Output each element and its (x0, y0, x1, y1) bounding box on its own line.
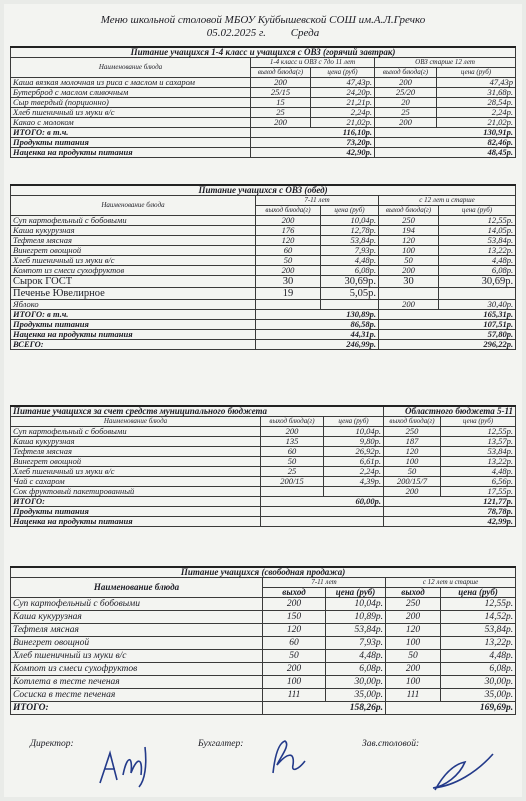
breakfast-price-b: цена (руб) (437, 68, 516, 78)
dish-output-b: 100 (386, 676, 441, 689)
budget-out-b: выход блюда(г) (384, 417, 441, 427)
s2-menu-row (11, 236, 516, 246)
dish-name: Сок фруктовый пакетированный (11, 487, 261, 497)
dish-name: Хлеб пшеничный из муки в/с (11, 256, 256, 266)
dish-price-b: 13,22р. (439, 246, 516, 256)
dish-name: Компот из смеси сухофруктов (11, 663, 263, 676)
s1-menu-row (11, 118, 516, 128)
dish-output-b: 200 (375, 78, 437, 88)
dish-output-a: 60 (263, 637, 326, 650)
dish-output-a: 30 (256, 276, 321, 288)
s4-menu-row (11, 624, 516, 637)
dish-output-b: 200 (375, 118, 437, 128)
lunch-ovz-price-b: цена (руб) (439, 206, 516, 216)
dish-output-b: 100 (379, 246, 439, 256)
s2-menu-row (11, 256, 516, 266)
dish-price-a: 12,78р. (321, 226, 379, 236)
s4-menu-row (11, 663, 516, 676)
dish-price-a: 10,04р. (326, 598, 386, 611)
dish-price-b: 14,05р. (439, 226, 516, 236)
dish-output-b: 194 (379, 226, 439, 236)
free-sale-total-b: 169,69р. (386, 702, 516, 715)
dish-name: Печенье Ювелирное (11, 288, 256, 300)
lunch-ovz-products-label: Продукты питания (11, 320, 256, 330)
dish-output-a: 15 (251, 98, 311, 108)
lunch-ovz-total-a: 130,89р. (256, 310, 379, 320)
free-sale-table (10, 566, 516, 715)
breakfast-group-a: 1-4 класс и ОВЗ с 7до 11 лет (251, 58, 375, 68)
dish-output-b: 25 (375, 108, 437, 118)
dish-output-b: 200 (379, 266, 439, 276)
dish-output-a: 50 (263, 650, 326, 663)
dish-name: Тефтеля мясная (11, 236, 256, 246)
dish-output-b: 50 (384, 467, 441, 477)
accountant-signature (265, 735, 315, 780)
dish-price-a: 10,04р. (321, 216, 379, 226)
dish-output-b: 50 (379, 256, 439, 266)
dish-name: Хлеб пшеничный из муки в/с (11, 108, 251, 118)
s4-menu-row (11, 650, 516, 663)
document-date-line (0, 27, 526, 39)
dish-price-b: 53,84р. (441, 624, 516, 637)
dish-output-b: 120 (379, 236, 439, 246)
dish-price-a: 7,93р. (326, 637, 386, 650)
document-date: 05.02.2025 г. (206, 27, 266, 39)
dish-price-b: 53,84р. (441, 447, 516, 457)
s4-menu-row (11, 611, 516, 624)
dish-price-b: 12,55р. (439, 216, 516, 226)
lunch-ovz-grand-label: ВСЕГО: (11, 340, 256, 350)
free-sale-total-label: ИТОГО: (11, 702, 263, 715)
dish-price-b: 6,08р. (439, 266, 516, 276)
lunch-ovz-products-b: 107,51р. (379, 320, 516, 330)
dish-price-a: 6,61р. (324, 457, 384, 467)
dish-price-a: 53,84р. (326, 624, 386, 637)
dish-price-b: 35,00р. (441, 689, 516, 702)
dish-output-a: 60 (256, 246, 321, 256)
breakfast-total-b: 130,91р. (375, 128, 516, 138)
breakfast-products-b: 82,46р. (375, 138, 516, 148)
dish-name: Каша вязкая молочная из риса с маслом и сахаром (11, 78, 251, 88)
dish-output-a (256, 300, 321, 310)
canteen-head-signature (415, 742, 505, 797)
dish-output-a: 200 (256, 216, 321, 226)
dish-price-b: 13,22р. (441, 457, 516, 467)
s4-menu-row (11, 598, 516, 611)
dish-price-b: 30,00р. (441, 676, 516, 689)
breakfast-markup-label: Наценка на продукты питания (11, 148, 251, 158)
s3-menu-row (11, 467, 516, 477)
dish-output-a: 120 (256, 236, 321, 246)
dish-name: Каша кукурузная (11, 437, 261, 447)
dish-name: Каша кукурузная (11, 611, 263, 624)
lunch-ovz-col-name: Наименование блюда (11, 196, 256, 216)
dish-output-b: 200 (384, 487, 441, 497)
dish-output-b (379, 288, 439, 300)
s4-menu-row (11, 689, 516, 702)
budget-total-b: 121,77р. (384, 497, 516, 507)
dish-price-b: 4,48р. (439, 256, 516, 266)
dish-price-b: 30,69р. (439, 276, 516, 288)
dish-price-a (321, 300, 379, 310)
breakfast-group-b: ОВЗ старше 12 лет (375, 58, 516, 68)
dish-price-a: 26,92р. (324, 447, 384, 457)
lunch-ovz-markup-label: Наценка на продукты питания (11, 330, 256, 340)
budget-title-municipal: Питание учащихся за счет средств муниципального бюджета (11, 406, 384, 417)
dish-output-b: 120 (384, 447, 441, 457)
s3-menu-row (11, 487, 516, 497)
dish-output-a: 176 (256, 226, 321, 236)
dish-price-b: 47,43р (437, 78, 516, 88)
dish-price-b: 12,55р. (441, 427, 516, 437)
dish-output-a: 150 (263, 611, 326, 624)
dish-output-a: 100 (263, 676, 326, 689)
dish-output-a: 25 (261, 467, 324, 477)
dish-price-a: 21,21р. (311, 98, 375, 108)
s3-menu-row (11, 437, 516, 447)
canteen-head-label: Зав.столовой: (362, 739, 420, 749)
dish-price-a: 6,08р. (326, 663, 386, 676)
dish-output-a: 200 (263, 663, 326, 676)
dish-name: Суп картофельный с бобовыми (11, 216, 256, 226)
lunch-ovz-total-b: 165,31р. (379, 310, 516, 320)
budget-price-a: цена (руб) (324, 417, 384, 427)
dish-name: Чай с сахаром (11, 477, 261, 487)
breakfast-out-b: выход блюда(г) (375, 68, 437, 78)
dish-output-b: 200/15/7 (384, 477, 441, 487)
dish-price-b: 12,55р. (441, 598, 516, 611)
dish-price-a: 4,39р. (324, 477, 384, 487)
dish-output-b: 30 (379, 276, 439, 288)
accountant-label: Бухгалтер: (198, 739, 244, 749)
dish-name: Сосиска в тесте печеная (11, 689, 263, 702)
dish-name: Винегрет овощной (11, 637, 263, 650)
dish-output-a: 200 (261, 427, 324, 437)
s2-menu-row (11, 300, 516, 310)
free-sale-group-a: 7-11 лет (263, 578, 386, 588)
dish-name: Какао с молоком (11, 118, 251, 128)
document-weekday: Среда (290, 27, 320, 39)
dish-price-a: 5,05р. (321, 288, 379, 300)
dish-output-a: 25 (251, 108, 311, 118)
s1-menu-row (11, 88, 516, 98)
budget-price-b: цена (руб) (441, 417, 516, 427)
free-sale-out-b: выход (386, 588, 441, 598)
director-signature (95, 735, 165, 790)
dish-price-b: 4,48р. (441, 650, 516, 663)
dish-name: Тефтеля мясная (11, 447, 261, 457)
s2-menu-row (11, 246, 516, 256)
lunch-ovz-price-a: цена (руб) (321, 206, 379, 216)
dish-output-a: 19 (256, 288, 321, 300)
free-sale-col-name: Наименование блюда (11, 578, 263, 598)
breakfast-total-a: 116,10р. (251, 128, 375, 138)
dish-price-a: 2,24р. (324, 467, 384, 477)
dish-name: Сырок ГОСТ (11, 276, 256, 288)
budget-products-b: 78,78р. (384, 507, 516, 517)
dish-price-a: 47,43р. (311, 78, 375, 88)
breakfast-out-a: выход блюда(г) (251, 68, 311, 78)
free-sale-out-a: выход (263, 588, 326, 598)
lunch-ovz-out-b: выход блюда(г) (379, 206, 439, 216)
budget-markup-b: 42,99р. (384, 517, 516, 527)
dish-output-a: 50 (261, 457, 324, 467)
dish-output-a: 200 (263, 598, 326, 611)
s2-menu-row (11, 216, 516, 226)
dish-output-b: 100 (384, 457, 441, 467)
dish-name: Хлеб пшеничный из муки в/с (11, 467, 261, 477)
s3-menu-row (11, 447, 516, 457)
lunch-ovz-products-a: 86,58р. (256, 320, 379, 330)
dish-price-b: 2,24р. (437, 108, 516, 118)
dish-output-b: 111 (386, 689, 441, 702)
dish-output-a: 200 (251, 78, 311, 88)
free-sale-title: Питание учащихся (свободная продажа) (11, 567, 516, 578)
dish-price-a: 7,93р. (321, 246, 379, 256)
dish-price-a: 10,89р. (326, 611, 386, 624)
dish-price-a: 53,84р. (321, 236, 379, 246)
free-sale-total-a: 158,26р. (263, 702, 386, 715)
breakfast-products-label: Продукты питания (11, 138, 251, 148)
dish-name: Яблоко (11, 300, 256, 310)
dish-price-b: 28,54р. (437, 98, 516, 108)
dish-output-a: 60 (261, 447, 324, 457)
dish-name: Компот из смеси сухофруктов (11, 266, 256, 276)
dish-price-b: 30,40р. (439, 300, 516, 310)
dish-output-b: 250 (386, 598, 441, 611)
dish-price-b: 6,08р. (441, 663, 516, 676)
dish-price-a: 30,69р. (321, 276, 379, 288)
document-title: Меню школьной столовой МБОУ Куйбышевской СОШ им.А.Л.Гречко (100, 14, 426, 26)
budget-products-label: Продукты питания (11, 507, 261, 517)
dish-name: Каша кукурузная (11, 226, 256, 236)
lunch-ovz-total-label: ИТОГО: в т.ч. (11, 310, 256, 320)
lunch-ovz-grand-b: 296,22р. (379, 340, 516, 350)
s1-menu-row (11, 108, 516, 118)
lunch-ovz-markup-a: 44,31р. (256, 330, 379, 340)
s4-menu-row (11, 676, 516, 689)
dish-price-b: 31,68р. (437, 88, 516, 98)
dish-output-b: 120 (386, 624, 441, 637)
dish-output-b: 187 (384, 437, 441, 447)
dish-output-a: 25/15 (251, 88, 311, 98)
budget-total-a: 60,00р. (261, 497, 384, 507)
dish-price-a: 4,48р. (326, 650, 386, 663)
dish-price-a: 24,20р. (311, 88, 375, 98)
dish-name: Винегрет овощной (11, 457, 261, 467)
dish-price-b: 13,22р. (441, 637, 516, 650)
breakfast-markup-b: 48,45р. (375, 148, 516, 158)
breakfast-total-label: ИТОГО: в т.ч. (11, 128, 251, 138)
budget-out-a: выход блюда(г) (261, 417, 324, 427)
breakfast-products-a: 73,20р. (251, 138, 375, 148)
dish-price-b: 53,84р. (439, 236, 516, 246)
dish-name: Сыр твердый (порционно) (11, 98, 251, 108)
lunch-ovz-title: Питание учащихся с ОВЗ (обед) (11, 185, 516, 196)
lunch-ovz-markup-b: 57,80р. (379, 330, 516, 340)
budget-title-regional: Областного бюджета 5-11 (384, 406, 516, 417)
s1-menu-row (11, 98, 516, 108)
lunch-ovz-group-b: с 12 лет и старше (379, 196, 516, 206)
budget-table (10, 405, 516, 527)
dish-price-b: 14,52р. (441, 611, 516, 624)
s4-menu-row (11, 637, 516, 650)
breakfast-markup-a: 42,90р. (251, 148, 375, 158)
breakfast-table (10, 46, 516, 158)
dish-output-b: 50 (386, 650, 441, 663)
lunch-ovz-out-a: выход блюда(г) (256, 206, 321, 216)
lunch-ovz-table (10, 184, 516, 350)
s1-menu-row (11, 78, 516, 88)
s2-menu-row (11, 288, 516, 300)
dish-output-a: 135 (261, 437, 324, 447)
lunch-ovz-grand-a: 246,99р. (256, 340, 379, 350)
dish-price-b: 4,48р. (441, 467, 516, 477)
dish-output-a: 200 (256, 266, 321, 276)
s2-menu-row (11, 266, 516, 276)
dish-price-a (324, 487, 384, 497)
budget-col-name: Наименование блюда (11, 417, 261, 427)
budget-markup-label: Наценка на продукты питания (11, 517, 261, 527)
dish-price-a: 10,04р. (324, 427, 384, 437)
dish-name: Тефтеля мясная (11, 624, 263, 637)
dish-price-b (439, 288, 516, 300)
dish-output-a: 120 (263, 624, 326, 637)
breakfast-col-name: Наименование блюда (11, 58, 251, 78)
dish-price-a: 30,00р. (326, 676, 386, 689)
dish-output-b: 25/20 (375, 88, 437, 98)
breakfast-title: Питание учащихся 1-4 класс и учащихся с ОВЗ (горячий завтрак) (11, 47, 516, 58)
dish-name: Суп картофельный с бобовыми (11, 598, 263, 611)
dish-price-a: 4,48р. (321, 256, 379, 266)
s2-menu-row (11, 226, 516, 236)
dish-price-b: 17,55р. (441, 487, 516, 497)
free-sale-price-b: цена (руб) (441, 588, 516, 598)
dish-output-b: 200 (379, 300, 439, 310)
dish-output-b: 20 (375, 98, 437, 108)
dish-price-b: 6,56р. (441, 477, 516, 487)
dish-name: Хлеб пшеничный из муки в/с (11, 650, 263, 663)
s3-menu-row (11, 427, 516, 437)
budget-total-label: ИТОГО: (11, 497, 261, 507)
breakfast-price-a: цена (руб) (311, 68, 375, 78)
free-sale-group-b: с 12 лет и старше (386, 578, 516, 588)
free-sale-price-a: цена (руб) (326, 588, 386, 598)
dish-output-a: 200/15 (261, 477, 324, 487)
dish-output-a: 50 (256, 256, 321, 266)
dish-price-a: 21,02р. (311, 118, 375, 128)
dish-output-b: 250 (384, 427, 441, 437)
dish-name: Котлета в тесте печеная (11, 676, 263, 689)
dish-price-b: 13,57р. (441, 437, 516, 447)
director-label: Директор: (30, 739, 74, 749)
dish-output-a: 200 (251, 118, 311, 128)
dish-output-b: 100 (386, 637, 441, 650)
dish-price-b: 21,02р. (437, 118, 516, 128)
dish-name: Винегрет овощной (11, 246, 256, 256)
s2-menu-row (11, 276, 516, 288)
dish-output-a: 111 (263, 689, 326, 702)
dish-price-a: 2,24р. (311, 108, 375, 118)
dish-output-b: 200 (386, 663, 441, 676)
dish-price-a: 35,00р. (326, 689, 386, 702)
dish-output-b: 250 (379, 216, 439, 226)
dish-output-b: 200 (386, 611, 441, 624)
dish-name: Суп картофельный с бобовыми (11, 427, 261, 437)
dish-name: Бутерброд с маслом сливочным (11, 88, 251, 98)
dish-output-a (261, 487, 324, 497)
s3-menu-row (11, 457, 516, 467)
s3-menu-row (11, 477, 516, 487)
lunch-ovz-group-a: 7-11 лет (256, 196, 379, 206)
dish-price-a: 6,08р. (321, 266, 379, 276)
dish-price-a: 9,80р. (324, 437, 384, 447)
